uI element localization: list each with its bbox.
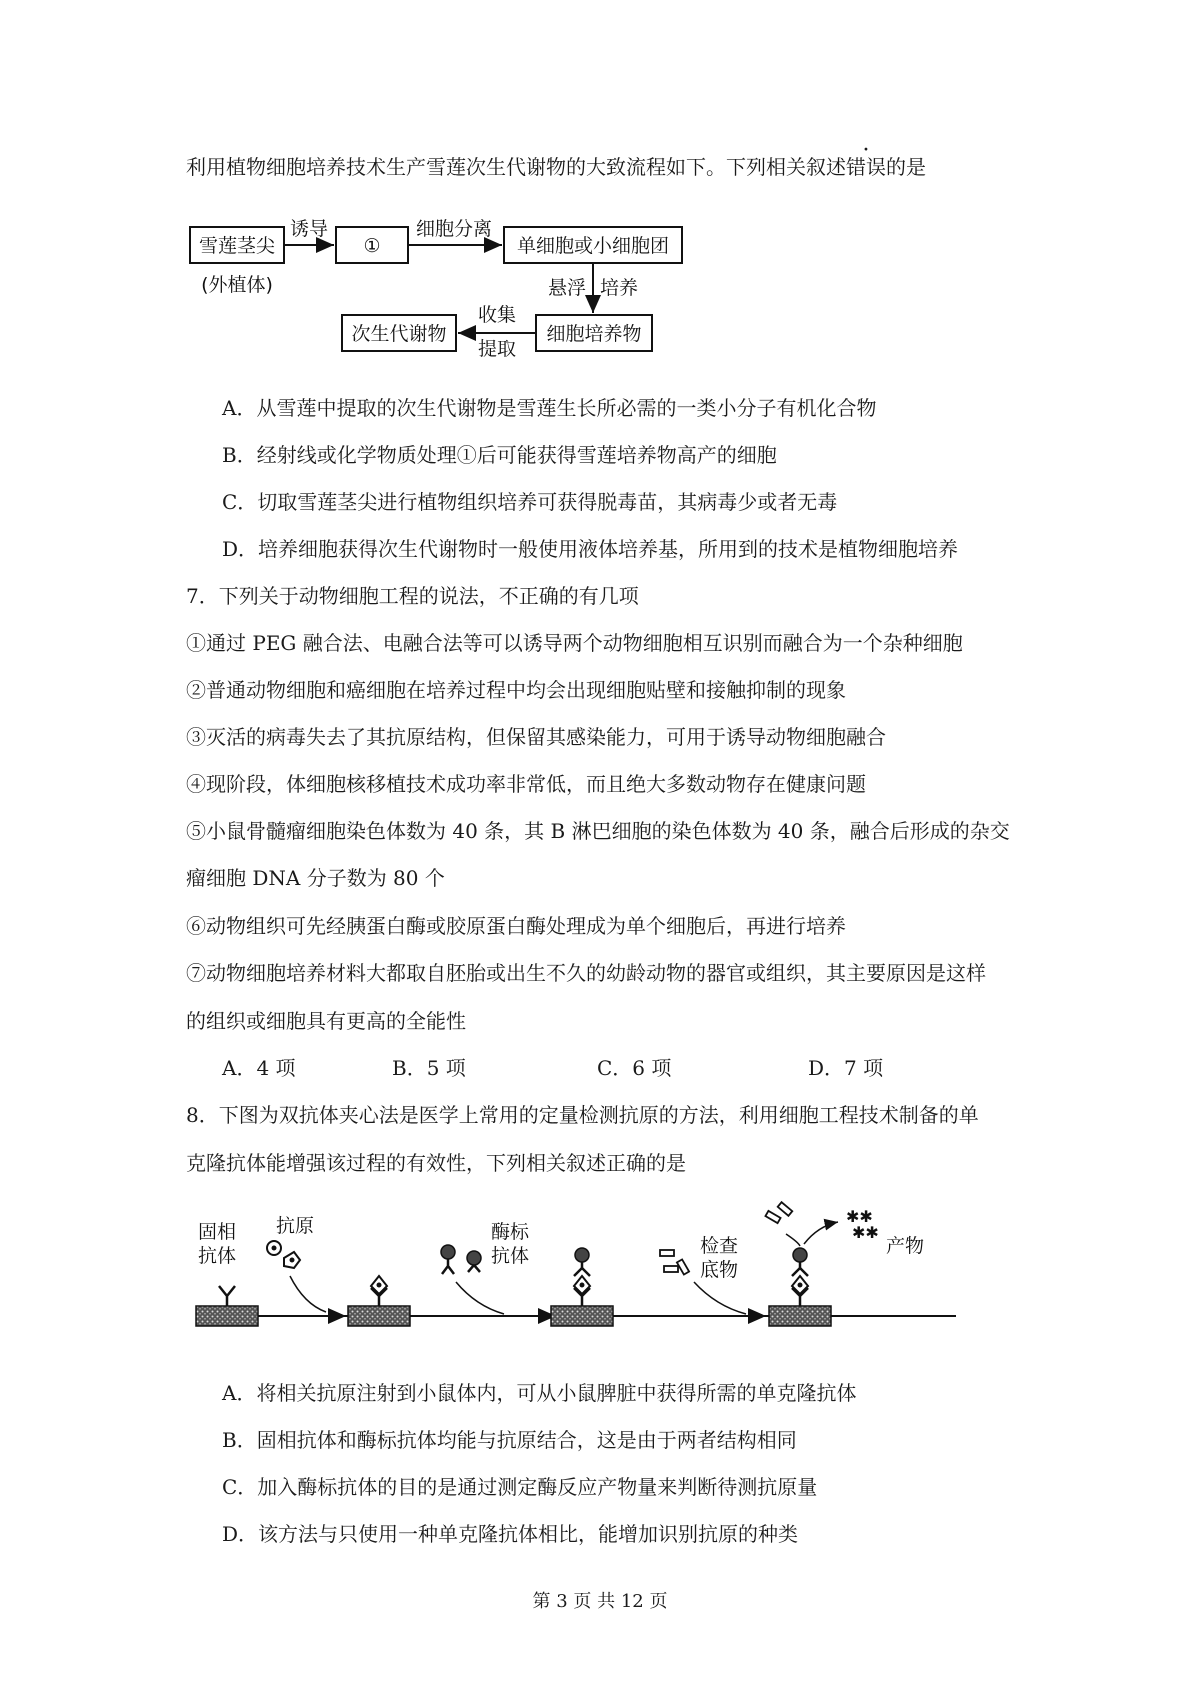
substrate-floating — [660, 1250, 689, 1275]
label-enzyme-b: 抗体 — [491, 1245, 530, 1267]
substrate-curve — [694, 1282, 746, 1314]
q7-item-5: ⑤小鼠骨髓瘤细胞染色体数为 40 条，其 B 淋巴细胞的染色体数为 40 条，融合后形成的杂交 — [186, 819, 1010, 843]
label-check-a: 检查 — [700, 1235, 739, 1257]
q8-sandwich-diagram — [186, 1200, 966, 1340]
label-check-b: 底物 — [700, 1259, 739, 1281]
q8-stem-line1: 8．下图为双抗体夹心法是医学上常用的定量检测抗原的方法，利用细胞工程技术制备的单 — [186, 1103, 979, 1127]
q7-item-5-cont: 瘤细胞 DNA 分子数为 80 个 — [186, 866, 445, 890]
svg-text:单细胞或小细胞团: 单细胞或小细胞团 — [516, 235, 670, 257]
stage-solid-antibody — [196, 1286, 258, 1326]
flow-label-collect-a: 收集 — [477, 304, 517, 326]
flow-box-single-cell — [504, 227, 682, 263]
q7-choice-b: B．5 项 — [392, 1056, 466, 1080]
q7-item-1: ①通过 PEG 融合法、电融合法等可以诱导两个动物细胞相互识别而融合为一个杂种细胞 — [186, 631, 963, 655]
q7-stem: 7．下列关于动物细胞工程的说法，不正确的有几项 — [186, 584, 639, 608]
flow-box-culture — [536, 315, 652, 351]
flow-box-metabolite — [342, 315, 456, 351]
enzyme-curve — [456, 1282, 504, 1314]
flow-label-induce: 诱导 — [289, 218, 329, 240]
label-antigen: 抗原 — [276, 1215, 315, 1237]
q6-option-d: D．培养细胞获得次生代谢物时一般使用液体培养基，所用到的技术是植物细胞培养 — [222, 537, 959, 561]
flow-explant-note: (外植体) — [201, 274, 273, 296]
label-solid-a: 固相 — [198, 1221, 237, 1243]
q7-choice-c: C．6 项 — [597, 1056, 672, 1080]
q7-item-7: ⑦动物细胞培养材料大都取自胚胎或出生不久的幼龄动物的器官或组织，其主要原因是这样 — [186, 961, 986, 985]
q6-option-c: C．切取雪莲茎尖进行植物组织培养可获得脱毒苗，其病毒少或者无毒 — [222, 490, 838, 514]
svg-text:次生代谢物: 次生代谢物 — [351, 323, 447, 345]
flow-label-separate: 细胞分离 — [415, 218, 493, 240]
antigen-floating — [267, 1241, 300, 1268]
label-enzyme-a: 酶标 — [491, 1221, 530, 1243]
flow-label-collect-b: 提取 — [477, 338, 517, 360]
q8-stem-line2: 克隆抗体能增强该过程的有效性，下列相关叙述正确的是 — [186, 1151, 686, 1175]
q7-item-4: ④现阶段，体细胞核移植技术成功率非常低，而且绝大多数动物存在健康问题 — [186, 772, 866, 796]
q8-option-d: D．该方法与只使用一种单克隆抗体相比，能增加识别抗原的种类 — [222, 1522, 799, 1546]
q7-item-6: ⑥动物组织可先经胰蛋白酶或胶原蛋白酶处理成为单个细胞后，再进行培养 — [186, 914, 846, 938]
q6-stem-text: 利用植物细胞培养技术生产雪莲次生代谢物的大致流程如下。下列相关叙述 — [186, 155, 846, 179]
flow-box-1 — [336, 227, 408, 263]
stage-product — [765, 1202, 878, 1326]
page-footer: 第 3 页 共 12 页 — [532, 1591, 668, 1612]
stage-sandwich — [551, 1248, 613, 1326]
q7-choice-d: D．7 项 — [808, 1056, 884, 1080]
q6-option-b: B．经射线或化学物质处理①后可能获得雪莲培养物高产的细胞 — [222, 443, 777, 467]
q6-stem — [186, 154, 926, 180]
q8-option-b: B．固相抗体和酶标抗体均能与抗原结合，这是由于两者结构相同 — [222, 1428, 797, 1452]
q7-item-3: ③灭活的病毒失去了其抗原结构，但保留其感染能力，可用于诱导动物细胞融合 — [186, 725, 886, 749]
enzyme-antibody-floating — [441, 1245, 481, 1274]
stage-antigen-bound — [348, 1276, 410, 1326]
q6-stem-emphasis: 错误 — [846, 155, 886, 179]
flow-label-suspend-b: 培养 — [600, 277, 639, 299]
flow-label-suspend-a: 悬浮 — [547, 277, 586, 299]
flow-box-explant — [190, 227, 284, 263]
svg-text:①: ① — [363, 235, 381, 257]
svg-text:细胞培养物: 细胞培养物 — [546, 323, 642, 345]
q7-item-2: ②普通动物细胞和癌细胞在培养过程中均会出现细胞贴壁和接触抑制的现象 — [186, 678, 846, 702]
label-product: 产物 — [886, 1235, 925, 1257]
label-solid-b: 抗体 — [198, 1245, 237, 1267]
q6-option-a: A．从雪莲中提取的次生代谢物是雪莲生长所必需的一类小分子有机化合物 — [222, 396, 877, 420]
q6-stem-tail: 的是 — [886, 155, 926, 179]
q7-item-7-cont: 的组织或细胞具有更高的全能性 — [186, 1009, 466, 1033]
svg-text:✱✱: ✱✱ — [846, 1207, 873, 1226]
svg-text:✱✱: ✱✱ — [852, 1223, 879, 1242]
q8-option-a: A．将相关抗原注射到小鼠体内，可从小鼠脾脏中获得所需的单克隆抗体 — [222, 1381, 857, 1405]
svg-text:雪莲茎尖: 雪莲茎尖 — [198, 235, 276, 257]
q6-flowchart — [186, 205, 746, 375]
q7-choice-a: A．4 项 — [222, 1056, 296, 1080]
antigen-curve — [290, 1276, 326, 1312]
q8-option-c: C．加入酶标抗体的目的是通过测定酶反应产物量来判断待测抗原量 — [222, 1475, 818, 1499]
